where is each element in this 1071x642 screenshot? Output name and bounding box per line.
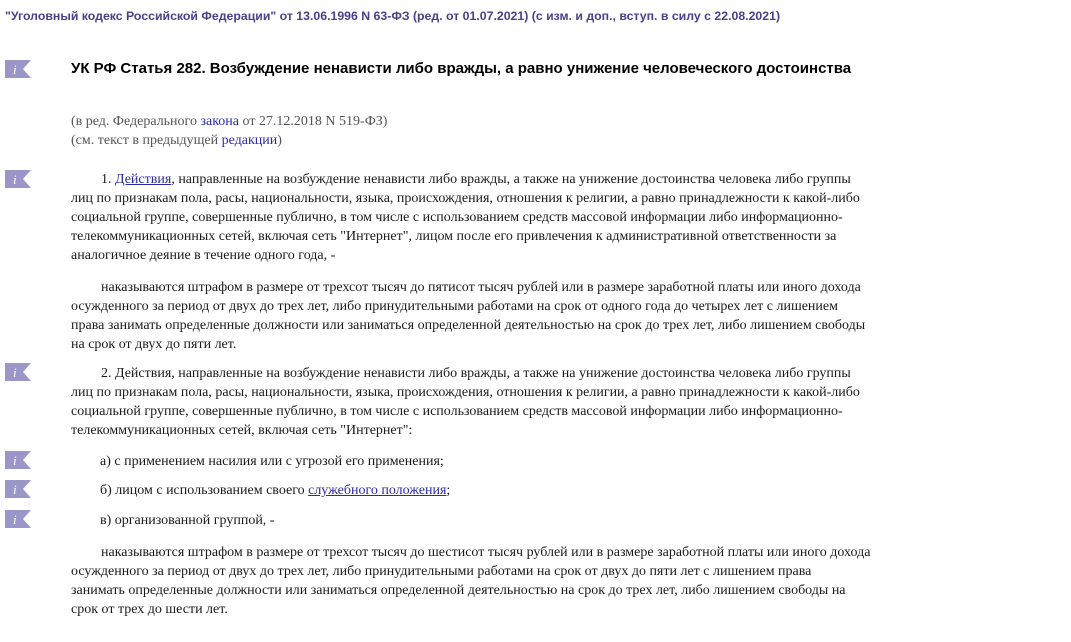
paragraph-line: социальной группе, совершенные публично, в том числе с использованием средств массовой информации либо информационно- <box>71 404 843 420</box>
paragraph-line: лиц по признакам пола, расы, национальности, языка, происхождения, отношения к религии, а равно принадлежности к какой-либо <box>71 191 860 207</box>
item-a: а) с применением насилия или с угрозой его применения; <box>100 454 444 469</box>
paragraph-line: 2. Действия, направленные на возбуждение ненависти либо вражды, а также на унижение достоинства человека либо группы <box>101 366 851 381</box>
paragraph-line: занимать определенные должности или заниматься определенной деятельностью на срок до трех лет, либо лишением свободы на <box>71 583 846 599</box>
info-icon[interactable] <box>5 170 31 188</box>
actions-link[interactable]: Действия <box>115 172 172 187</box>
paragraph-line: осужденного за период от двух до трех лет, либо принудительными работами на срок от двух до пяти лет с лишением права <box>71 564 812 580</box>
paragraph-line: наказываются штрафом в размере от трехсот тысяч до шестисот тысяч рублей или в размере заработной платы или иного дохода <box>101 545 871 560</box>
note-text: (в ред. Федерального <box>71 114 201 129</box>
paragraph-line: срок от трех до шести лет. <box>71 602 228 618</box>
info-icon[interactable] <box>5 480 31 498</box>
info-icon[interactable] <box>5 451 31 469</box>
paragraph-line: телекоммуникационных сетей, включая сеть "Интернет", лицом после его привлечения к административной ответственности за <box>71 229 837 245</box>
paragraph-line: социальной группе, совершенные публично, в том числе с использованием средств массовой информации либо информационно- <box>71 210 843 226</box>
note-text: ) <box>277 133 282 148</box>
paragraph-line: права занимать определенные должности или заниматься определенной деятельностью на срок до трех лет, либо лишением свободы <box>71 318 866 334</box>
svg-text:i: i <box>13 365 17 380</box>
note-text: от 27.12.2018 N 519-ФЗ) <box>239 114 388 129</box>
info-icon[interactable] <box>5 363 31 381</box>
official-position-link[interactable]: служебного положения <box>308 483 447 498</box>
article-title: УК РФ Статья 282. Возбуждение ненависти либо вражды, а равно унижение человеческого достоинства <box>71 60 852 77</box>
previous-edition-note <box>71 131 282 150</box>
item-c: в) организованной группой, - <box>100 513 275 528</box>
penalty-1 <box>71 278 971 354</box>
item-text: ; <box>446 483 451 498</box>
svg-text:i: i <box>13 512 17 527</box>
item-text: б) лицом с использованием своего <box>100 483 309 498</box>
paragraph-text: , направленные на возбуждение ненависти либо вражды, а также на унижение достоинства человека либо группы <box>171 172 851 187</box>
paragraph-line: аналогичное деяние в течение одного года, - <box>71 248 336 264</box>
penalty-2 <box>71 543 971 619</box>
edition-note <box>71 112 387 131</box>
law-link[interactable]: закона <box>200 114 239 129</box>
paragraph-1 <box>71 170 971 265</box>
item-b <box>100 481 450 500</box>
svg-text:i: i <box>13 172 17 187</box>
paragraph-line: лиц по признакам пола, расы, национальности, языка, происхождения, отношения к религии, а равно принадлежности к какой-либо <box>71 385 860 401</box>
paragraph-line <box>71 170 971 189</box>
paragraph-line: осужденного за период от двух до трех лет, либо принудительными работами на срок от одного года до четырех лет с лишением <box>71 299 838 315</box>
svg-text:i: i <box>13 482 17 497</box>
paragraph-number: 1. <box>101 172 115 187</box>
paragraph-2 <box>71 364 971 440</box>
paragraph-line: телекоммуникационных сетей, включая сеть "Интернет": <box>71 423 413 439</box>
svg-text:i: i <box>13 62 17 77</box>
note-text: (см. текст в предыдущей <box>71 133 222 148</box>
info-icon[interactable] <box>5 60 31 78</box>
paragraph-line: на срок от двух до пяти лет. <box>71 337 237 353</box>
info-icon[interactable] <box>5 510 31 528</box>
document-header: "Уголовный кодекс Российской Федерации" от 13.06.1996 N 63-ФЗ (ред. от 01.07.2021) (с изм. и доп., вступ. в силу с 22.08.2021) <box>5 9 781 23</box>
paragraph-line: наказываются штрафом в размере от трехсот тысяч до пятисот тысяч рублей или в размере заработной платы или иного дохода <box>101 280 861 295</box>
edition-link[interactable]: редакции <box>221 133 278 148</box>
svg-text:i: i <box>13 453 17 468</box>
